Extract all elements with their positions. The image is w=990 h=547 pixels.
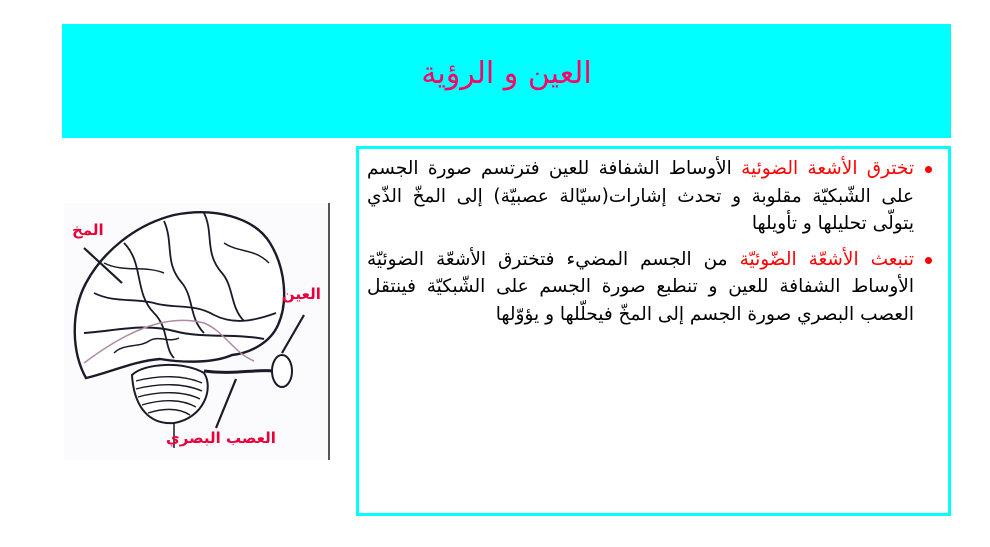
slide-title: العين و الرؤية xyxy=(421,55,592,91)
brain-eye-diagram xyxy=(64,203,330,460)
bullet-highlight: تخترق الأشعة الضوئية xyxy=(741,158,914,179)
bullet-icon xyxy=(925,257,932,264)
bullet-item xyxy=(367,155,934,238)
bullet-icon xyxy=(925,166,932,173)
bullet-highlight: تنبعث الأشعّة الضّوئيّة xyxy=(739,248,914,270)
bullet-item xyxy=(367,246,934,329)
title-banner xyxy=(62,24,951,138)
label-brain: المخ xyxy=(72,221,104,239)
bullet-text: من الجسم المضيء فتخترق الأشعّة الضوئيّة الأوساط الشفافة للعين و تنطبع صورة الجسم على الشّبكيّة فينتقل العصب البصري صورة الجسم إلى المخّ فيحلّلها و يؤوّلها xyxy=(367,248,914,325)
label-optic-nerve: العصب البصري xyxy=(166,429,276,447)
brain-illustration xyxy=(64,203,328,460)
content-box xyxy=(356,146,951,516)
bullet-list xyxy=(359,149,948,328)
bullet-text: الأوساط الشفافة للعين فترتسم صورة الجسم على الشّبكيّة مقلوبة و تحدث إشارات(سيّالة عصبيّة) إلى المخّ الذّي يتولّى تحليلها و تأويلها xyxy=(367,158,914,234)
label-eye: العين xyxy=(282,285,321,303)
